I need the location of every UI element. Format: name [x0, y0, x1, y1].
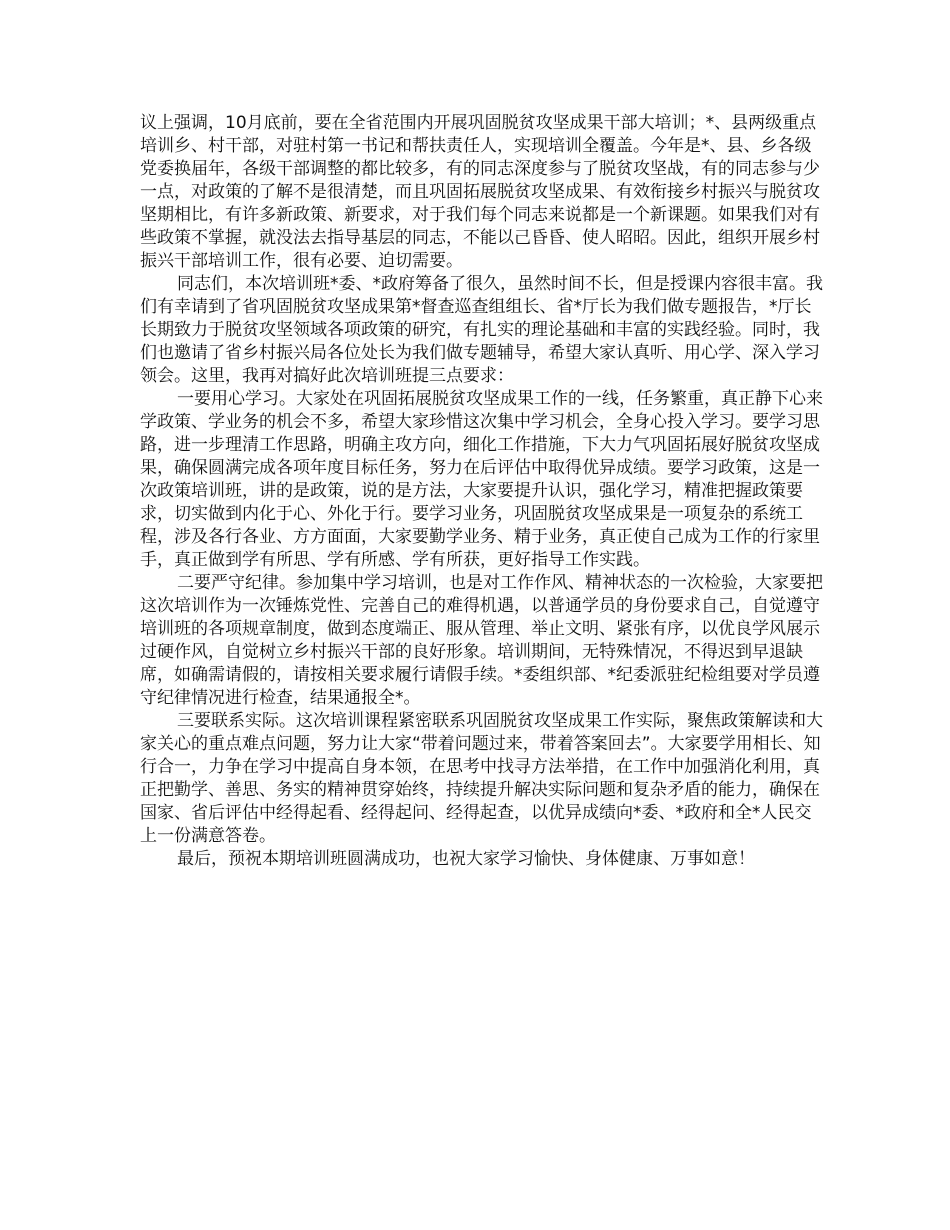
paragraph-closing-wishes: 最后，预祝本期培训班圆满成功，也祝大家学习愉快、身体健康、万事如意！	[177, 849, 755, 869]
paragraph-requirement-discipline: 二要严守纪律。参加集中学习培训，也是对工作作风、精神状态的一次检验，大家要把这次培训作为一次锤炼党性、完善自己的难得机遇，以普通学员的身份要求自己，自觉遵守培训班的各项规章制度，做到态度端正、服从管理、举止文明、紧张有序，以优良学风展示过硬作风，自觉树立乡村振兴干部的良好形象。培训期间，无特殊情况，不得迟到早退缺席，如确需请假的，请按相关要求履行请假手续。*委组织部、*纪委派驻纪检组要对学员遵守纪律情况进行检查，结果通报全*。	[140, 573, 823, 708]
paragraph-requirement-study: 一要用心学习。大家处在巩固拓展脱贫攻坚成果工作的一线，任务繁重，真正静下心来学政策、学业务的机会不多，希望大家珍惜这次集中学习机会，全身心投入学习。要学习思路，进一步理清工作思路，明确主攻方向，细化工作措施，下大力气巩固拓展好脱贫攻坚成果，确保圆满完成各项年度目标任务，努力在后评估中取得优异成绩。要学习政策，这是一次政策培训班，讲的是政策，说的是方法，大家要提升认识，强化学习，精准把握政策要求，切实做到内化于心、外化于行。要学习业务，巩固脱贫攻坚成果是一项复杂的系统工程，涉及各行各业、方方面面，大家要勤学业务、精于业务，真正使自己成为工作的行家里手，真正做到学有所思、学有所感、学有所获，更好指导工作实践。	[140, 389, 823, 570]
document-body	[140, 112, 825, 871]
paragraph-requirement-practice: 三要联系实际。这次培训课程紧密联系巩固脱贫攻坚成果工作实际，聚焦政策解读和大家关心的重点难点问题，努力让大家“带着问题过来，带着答案回去”。大家要学用相长、知行合一，力争在学习中提高自身本领，在思考中找寻方法举措，在工作中加强消化利用，真正把勤学、善思、务实的精神贯穿始终，持续提升解决实际问题和复杂矛盾的能力，确保在国家、省后评估中经得起看、经得起问、经得起查，以优异成绩向*委、*政府和全*人民交上一份满意答卷。	[140, 711, 823, 846]
paragraph-training-background: 议上强调，10月底前，要在全省范围内开展巩固脱贫攻坚成果干部大培训；*、县两级重点培训乡、村干部，对驻村第一书记和帮扶责任人，实现培训全覆盖。今年是*、县、乡各级党委换届年，各级干部调整的都比较多，有的同志深度参与了脱贫攻坚战，有的同志参与少一点，对政策的了解不是很清楚，而且巩固拓展脱贫攻坚成果、有效衔接乡村振兴与脱贫攻坚期相比，有许多新政策、新要求，对于我们每个同志来说都是一个新课题。如果我们对有些政策不掌握，就没法去指导基层的同志，不能以己昏昏、使人昭昭。因此，组织开展乡村振兴干部培训工作，很有必要、迫切需要。	[140, 113, 820, 271]
paragraph-training-arrangement: 同志们，本次培训班*委、*政府筹备了很久，虽然时间不长，但是授课内容很丰富。我们有幸请到了省巩固脱贫攻坚成果第*督查巡查组组长、省*厅长为我们做专题报告，*厅长长期致力于脱贫攻坚领域各项政策的研究，有扎实的理论基础和丰富的实践经验。同时，我们也邀请了省乡村振兴局各位处长为我们做专题辅导，希望大家认真听、用心学、深入学习领会。这里，我再对搞好此次培训班提三点要求：	[140, 274, 823, 386]
